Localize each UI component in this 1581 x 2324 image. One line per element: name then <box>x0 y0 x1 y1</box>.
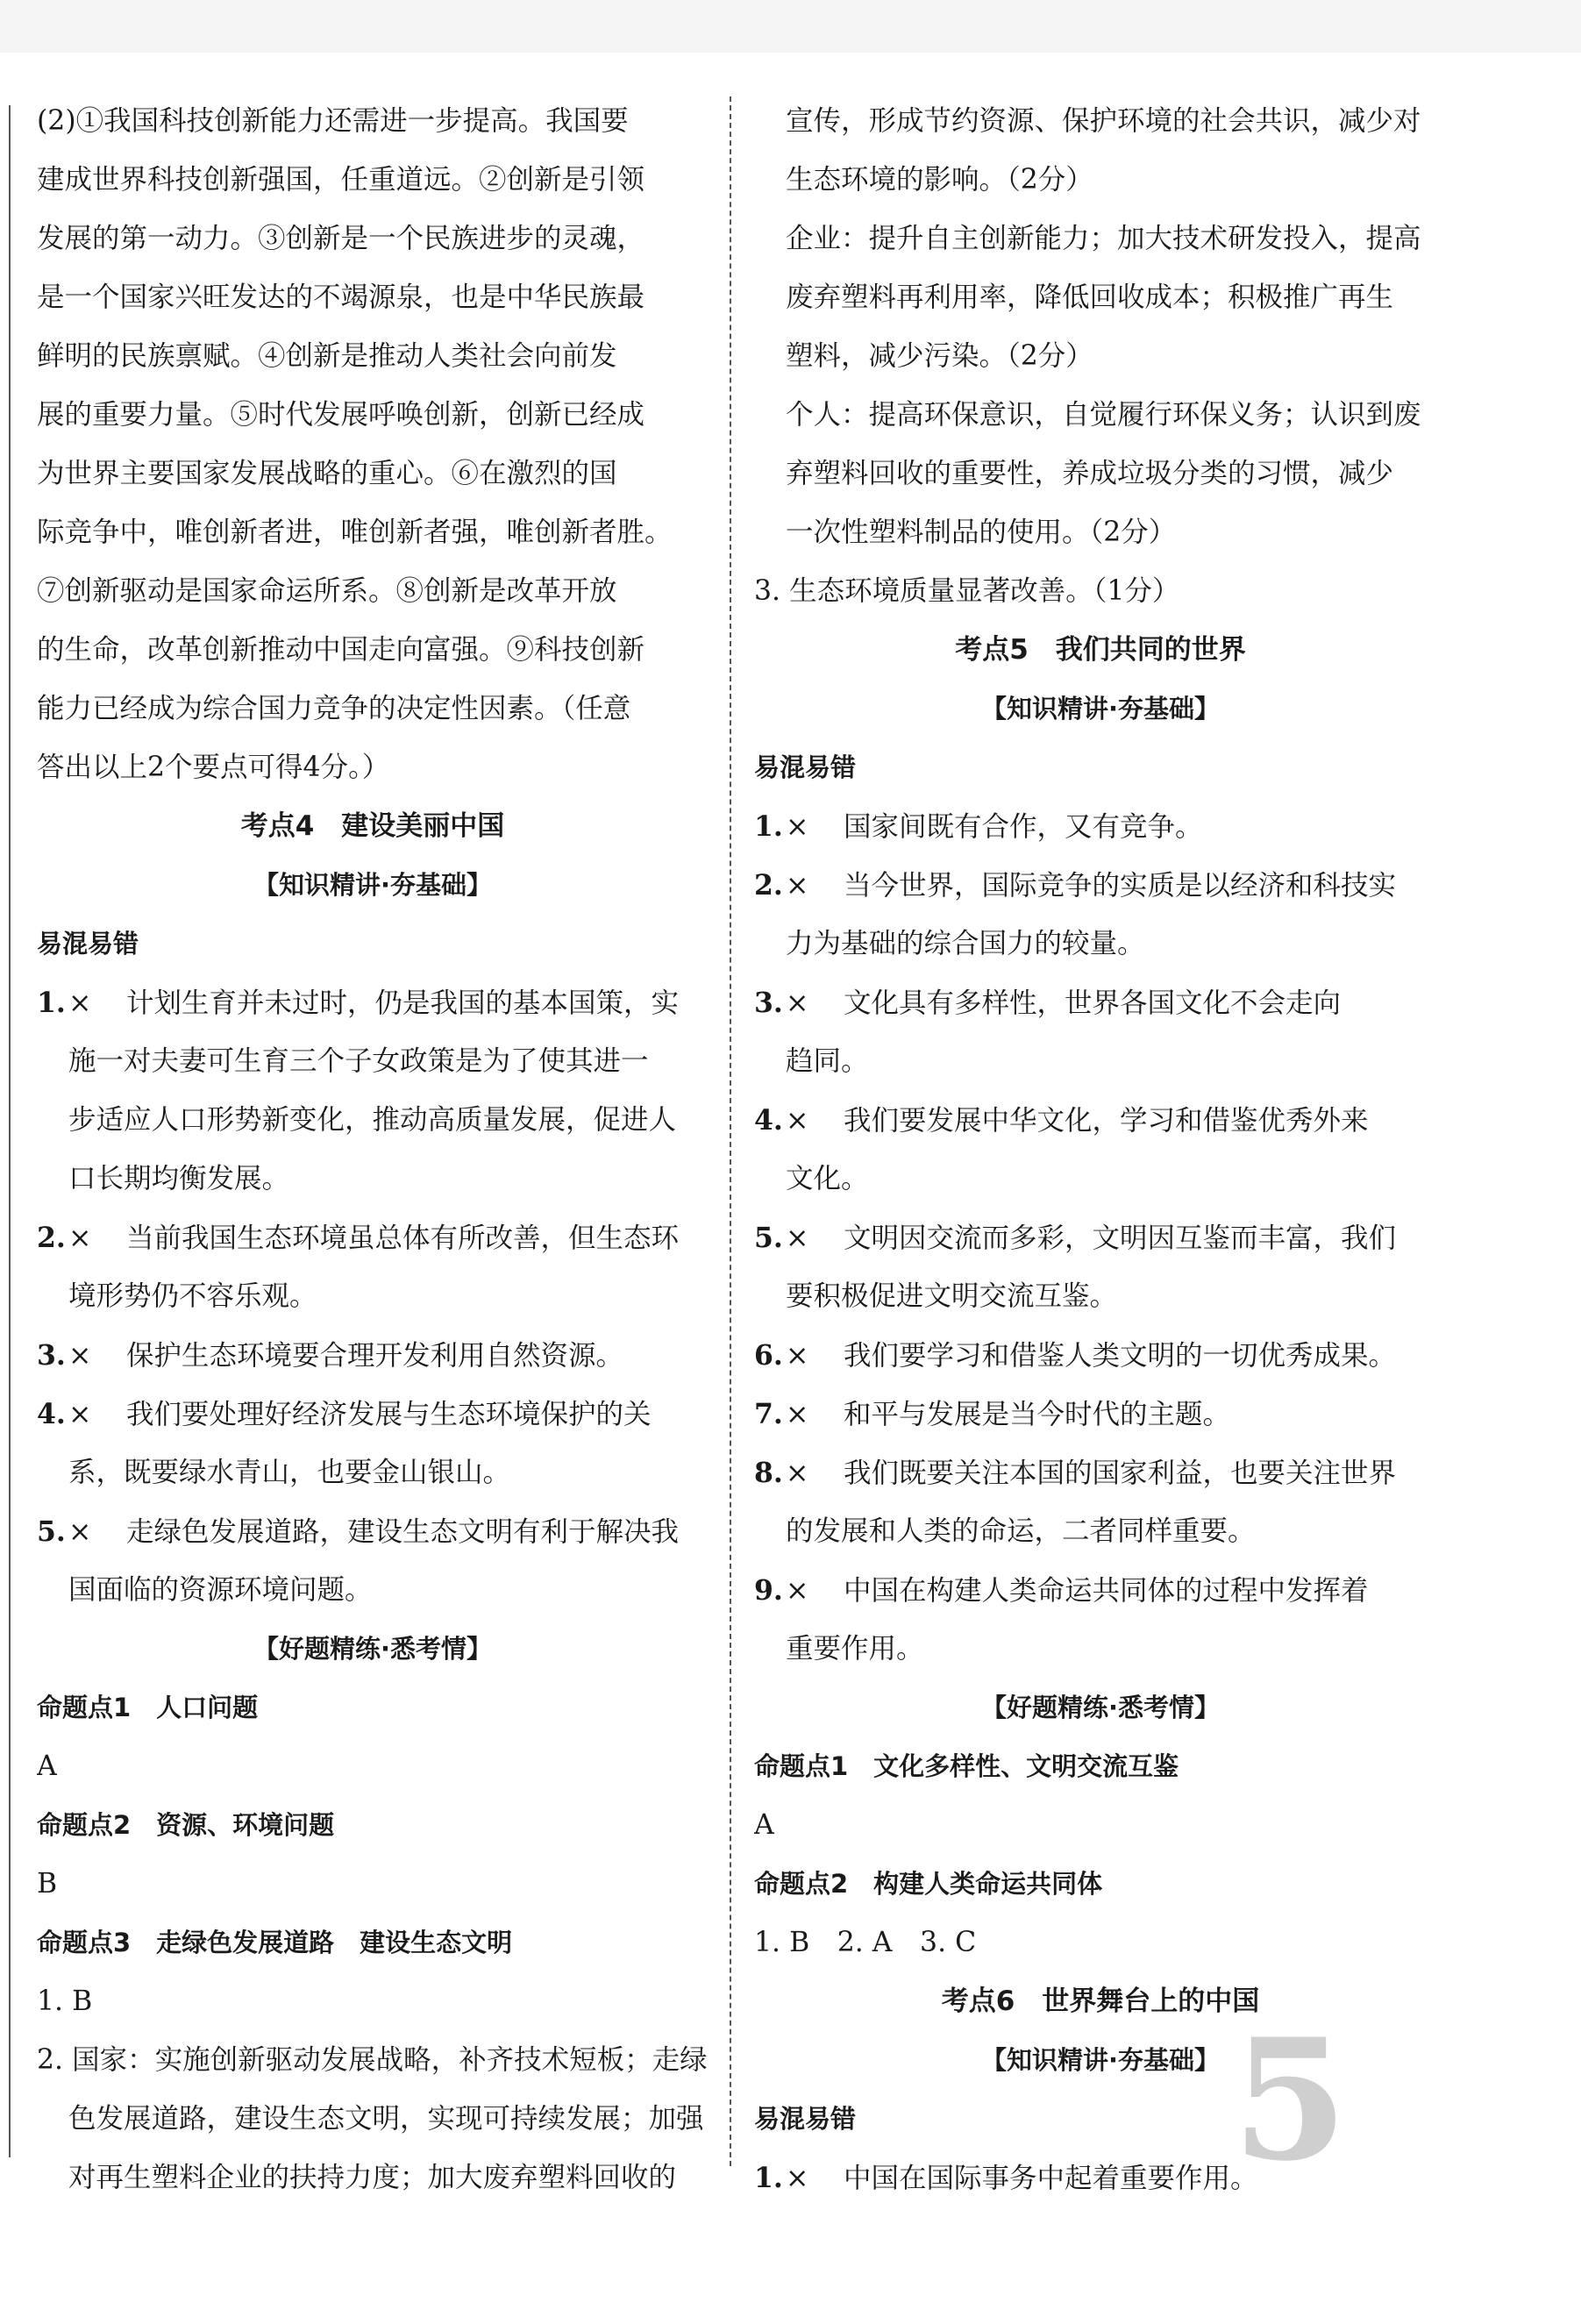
list-item <box>754 856 1447 915</box>
cross-mark: × <box>786 1575 809 1607</box>
text-line: 3. 生态环境质量显著改善。（1分） <box>754 575 1180 607</box>
item-number: 3. <box>754 987 783 1019</box>
text-line: 弃塑料回收的重要性，养成垃圾分类的习惯，减少 <box>786 458 1394 489</box>
item-text: 力为基础的综合国力的较量。 <box>786 928 1145 959</box>
item-text: 中国在构建人类命运共同体的过程中发挥着 <box>844 1575 1369 1607</box>
item-text: 要积极促进文明交流互鉴。 <box>786 1280 1118 1312</box>
top-band <box>0 0 1581 53</box>
item-text: 重要作用。 <box>786 1633 924 1665</box>
topic-title: 命题点2 资源、环境问题 <box>37 1810 335 1840</box>
item-text: 保护生态环境要合理开发利用自然资源。 <box>126 1340 624 1372</box>
section-label: 易混易错 <box>37 929 139 959</box>
item-number: 2. <box>37 1222 66 1254</box>
cross-mark: × <box>68 1399 92 1430</box>
item-number: 2. <box>754 869 783 902</box>
section-label: 易混易错 <box>754 752 857 782</box>
item-text: 趋同。 <box>786 1045 869 1077</box>
cross-mark: × <box>786 1399 809 1430</box>
text-line: 建成世界科技创新强国，任重道远。②创新是引领 <box>37 164 645 196</box>
cross-mark: × <box>786 987 809 1019</box>
section-title: 考点5 我们共同的世界 <box>955 634 1246 666</box>
item-number: 4. <box>37 1398 66 1430</box>
item-number: 6. <box>754 1339 783 1372</box>
text-line: 宣传，形成节约资源、保护环境的社会共识，减少对 <box>786 105 1421 137</box>
text-line: 生态环境的影响。（2分） <box>786 164 1093 196</box>
section-subtitle: 【知识精讲·夯基础】 <box>253 870 493 900</box>
text-line: ⑦创新驱动是国家命运所系。⑧创新是改革开放 <box>37 575 617 607</box>
item-text: 口长期均衡发展。 <box>68 1163 290 1194</box>
topic-answer: B <box>37 1868 58 1900</box>
item-text: 境形势仍不容乐观。 <box>68 1280 317 1312</box>
item-text: 走绿色发展道路，建设生态文明有利于解决我 <box>126 1516 680 1548</box>
topic-title: 命题点2 构建人类命运共同体 <box>754 1869 1103 1899</box>
text-line: 发展的第一动力。③创新是一个民族进步的灵魂， <box>37 223 645 254</box>
item-text: 系，既要绿水青山，也要金山银山。 <box>68 1457 511 1488</box>
text-line: 为世界主要国家发展战略的重心。⑥在激烈的国 <box>37 458 617 489</box>
text-line: 2. 国家：实施创新驱动发展战略，补齐技术短板；走绿 <box>37 2044 708 2076</box>
list-item <box>754 973 1447 1032</box>
item-text: 步适应人口形势新变化，推动高质量发展，促进人 <box>68 1104 677 1136</box>
text-line: 答出以上2个要点可得4分。） <box>37 752 390 783</box>
text-line: 个人：提高环保意识，自觉履行环保义务；认识到废 <box>786 399 1421 431</box>
text-line: 鲜明的民族禀赋。④创新是推动人类社会向前发 <box>37 340 617 372</box>
section-label: 易混易错 <box>754 2104 857 2134</box>
text-line: 塑料，减少污染。（2分） <box>786 340 1093 372</box>
right-column <box>754 92 1447 2207</box>
list-item <box>754 1444 1447 1502</box>
topic-answer: 1. B 2. A 3. C <box>754 1927 977 1958</box>
list-item <box>754 1385 1447 1444</box>
item-text: 国家间既有合作，又有竞争。 <box>844 811 1203 843</box>
item-number: 1. <box>754 810 783 843</box>
item-number: 8. <box>754 1457 783 1489</box>
item-text: 文化具有多样性，世界各国文化不会走向 <box>844 987 1342 1019</box>
item-number: 3. <box>37 1339 66 1372</box>
section-subtitle: 【知识精讲·夯基础】 <box>980 2045 1221 2075</box>
cross-mark: × <box>68 1223 92 1254</box>
item-text: 我们要学习和借鉴人类文明的一切优秀成果。 <box>844 1340 1397 1372</box>
column-divider <box>730 96 731 2166</box>
text-line: 一次性塑料制品的使用。（2分） <box>786 517 1177 548</box>
item-text: 我们要发展中华文化，学习和借鉴优秀外来 <box>844 1105 1369 1137</box>
section-title: 考点6 世界舞台上的中国 <box>941 1985 1260 2017</box>
section-title: 考点4 建设美丽中国 <box>240 810 505 842</box>
cross-mark: × <box>786 1458 809 1489</box>
text-line: 色发展道路，建设生态文明，实现可持续发展；加强 <box>68 2103 704 2135</box>
cross-mark: × <box>786 870 809 902</box>
cross-mark: × <box>68 1516 92 1548</box>
section-subtitle: 【知识精讲·夯基础】 <box>980 694 1221 724</box>
list-item <box>37 1208 709 1267</box>
cross-mark: × <box>68 1340 92 1372</box>
text-line: 企业：提升自主创新能力；加大技术研发投入，提高 <box>786 223 1421 254</box>
topic-title: 命题点3 走绿色发展道路 建设生态文明 <box>37 1928 513 1957</box>
item-text: 计划生育并未过时，仍是我国的基本国策，实 <box>126 987 680 1019</box>
item-number: 1. <box>37 987 66 1019</box>
text-line: 的生命，改革创新推动中国走向富强。⑨科技创新 <box>37 634 645 666</box>
section-subtitle: 【好题精练·悉考情】 <box>980 1693 1221 1722</box>
list-item <box>754 1091 1447 1150</box>
item-number: 5. <box>754 1222 783 1254</box>
list-item <box>754 1208 1447 1267</box>
cross-mark: × <box>786 1340 809 1372</box>
topic-answer: A <box>37 1750 57 1782</box>
section-subtitle: 【好题精练·悉考情】 <box>253 1634 493 1664</box>
text-line: (2)①我国科技创新能力还需进一步提高。我国要 <box>37 105 629 137</box>
item-text: 和平与发展是当今时代的主题。 <box>844 1399 1231 1430</box>
item-text: 文化。 <box>786 1163 869 1194</box>
list-item <box>754 797 1447 856</box>
list-item <box>754 1326 1447 1385</box>
item-number: 5. <box>37 1515 66 1548</box>
item-text: 施一对夫妻可生育三个子女政策是为了使其进一 <box>68 1045 649 1077</box>
list-item <box>37 1502 709 1561</box>
cross-mark: × <box>786 1223 809 1254</box>
text-line: 展的重要力量。⑤时代发展呼唤创新，创新已经成 <box>37 399 645 431</box>
topic-answer: 1. B <box>37 1985 93 2017</box>
topic-answer: A <box>754 1809 774 1841</box>
item-text: 当前我国生态环境虽总体有所改善，但生态环 <box>126 1223 680 1254</box>
list-item <box>754 1561 1447 1620</box>
list-item <box>37 973 709 1032</box>
item-text: 当今世界，国际竞争的实质是以经济和科技实 <box>844 870 1397 902</box>
item-text: 国面临的资源环境问题。 <box>68 1574 373 1606</box>
list-item <box>37 1326 709 1385</box>
item-number: 9. <box>754 1574 783 1607</box>
topic-title: 命题点1 人口问题 <box>37 1693 259 1722</box>
text-line: 废弃塑料再利用率，降低回收成本；积极推广再生 <box>786 282 1394 313</box>
text-line: 际竞争中，唯创新者进，唯创新者强，唯创新者胜。 <box>37 517 673 548</box>
item-text: 我们既要关注本国的国家利益，也要关注世界 <box>844 1458 1397 1489</box>
page-number: 5 <box>1232 2002 1349 2198</box>
cross-mark: × <box>786 811 809 843</box>
cross-mark: × <box>68 987 92 1019</box>
item-number: 1. <box>754 2162 783 2194</box>
text-line: 是一个国家兴旺发达的不竭源泉，也是中华民族最 <box>37 282 645 313</box>
cross-mark: × <box>786 1105 809 1137</box>
item-text: 的发展和人类的命运，二者同样重要。 <box>786 1515 1256 1547</box>
item-number: 7. <box>754 1398 783 1430</box>
item-text: 我们要处理好经济发展与生态环境保护的关 <box>126 1399 652 1430</box>
cross-mark: × <box>786 2163 809 2194</box>
left-column <box>37 92 709 2207</box>
list-item <box>37 1385 709 1444</box>
topic-title: 命题点1 文化多样性、文明交流互鉴 <box>754 1751 1179 1781</box>
left-margin-rule <box>9 105 11 2157</box>
text-line: 对再生塑料企业的扶持力度；加大废弃塑料回收的 <box>68 2162 677 2193</box>
item-text: 文明因交流而多彩，文明因互鉴而丰富，我们 <box>844 1223 1397 1254</box>
item-text: 中国在国际事务中起着重要作用。 <box>844 2163 1258 2194</box>
item-number: 4. <box>754 1104 783 1137</box>
text-line: 能力已经成为综合国力竞争的决定性因素。（任意 <box>37 693 631 724</box>
